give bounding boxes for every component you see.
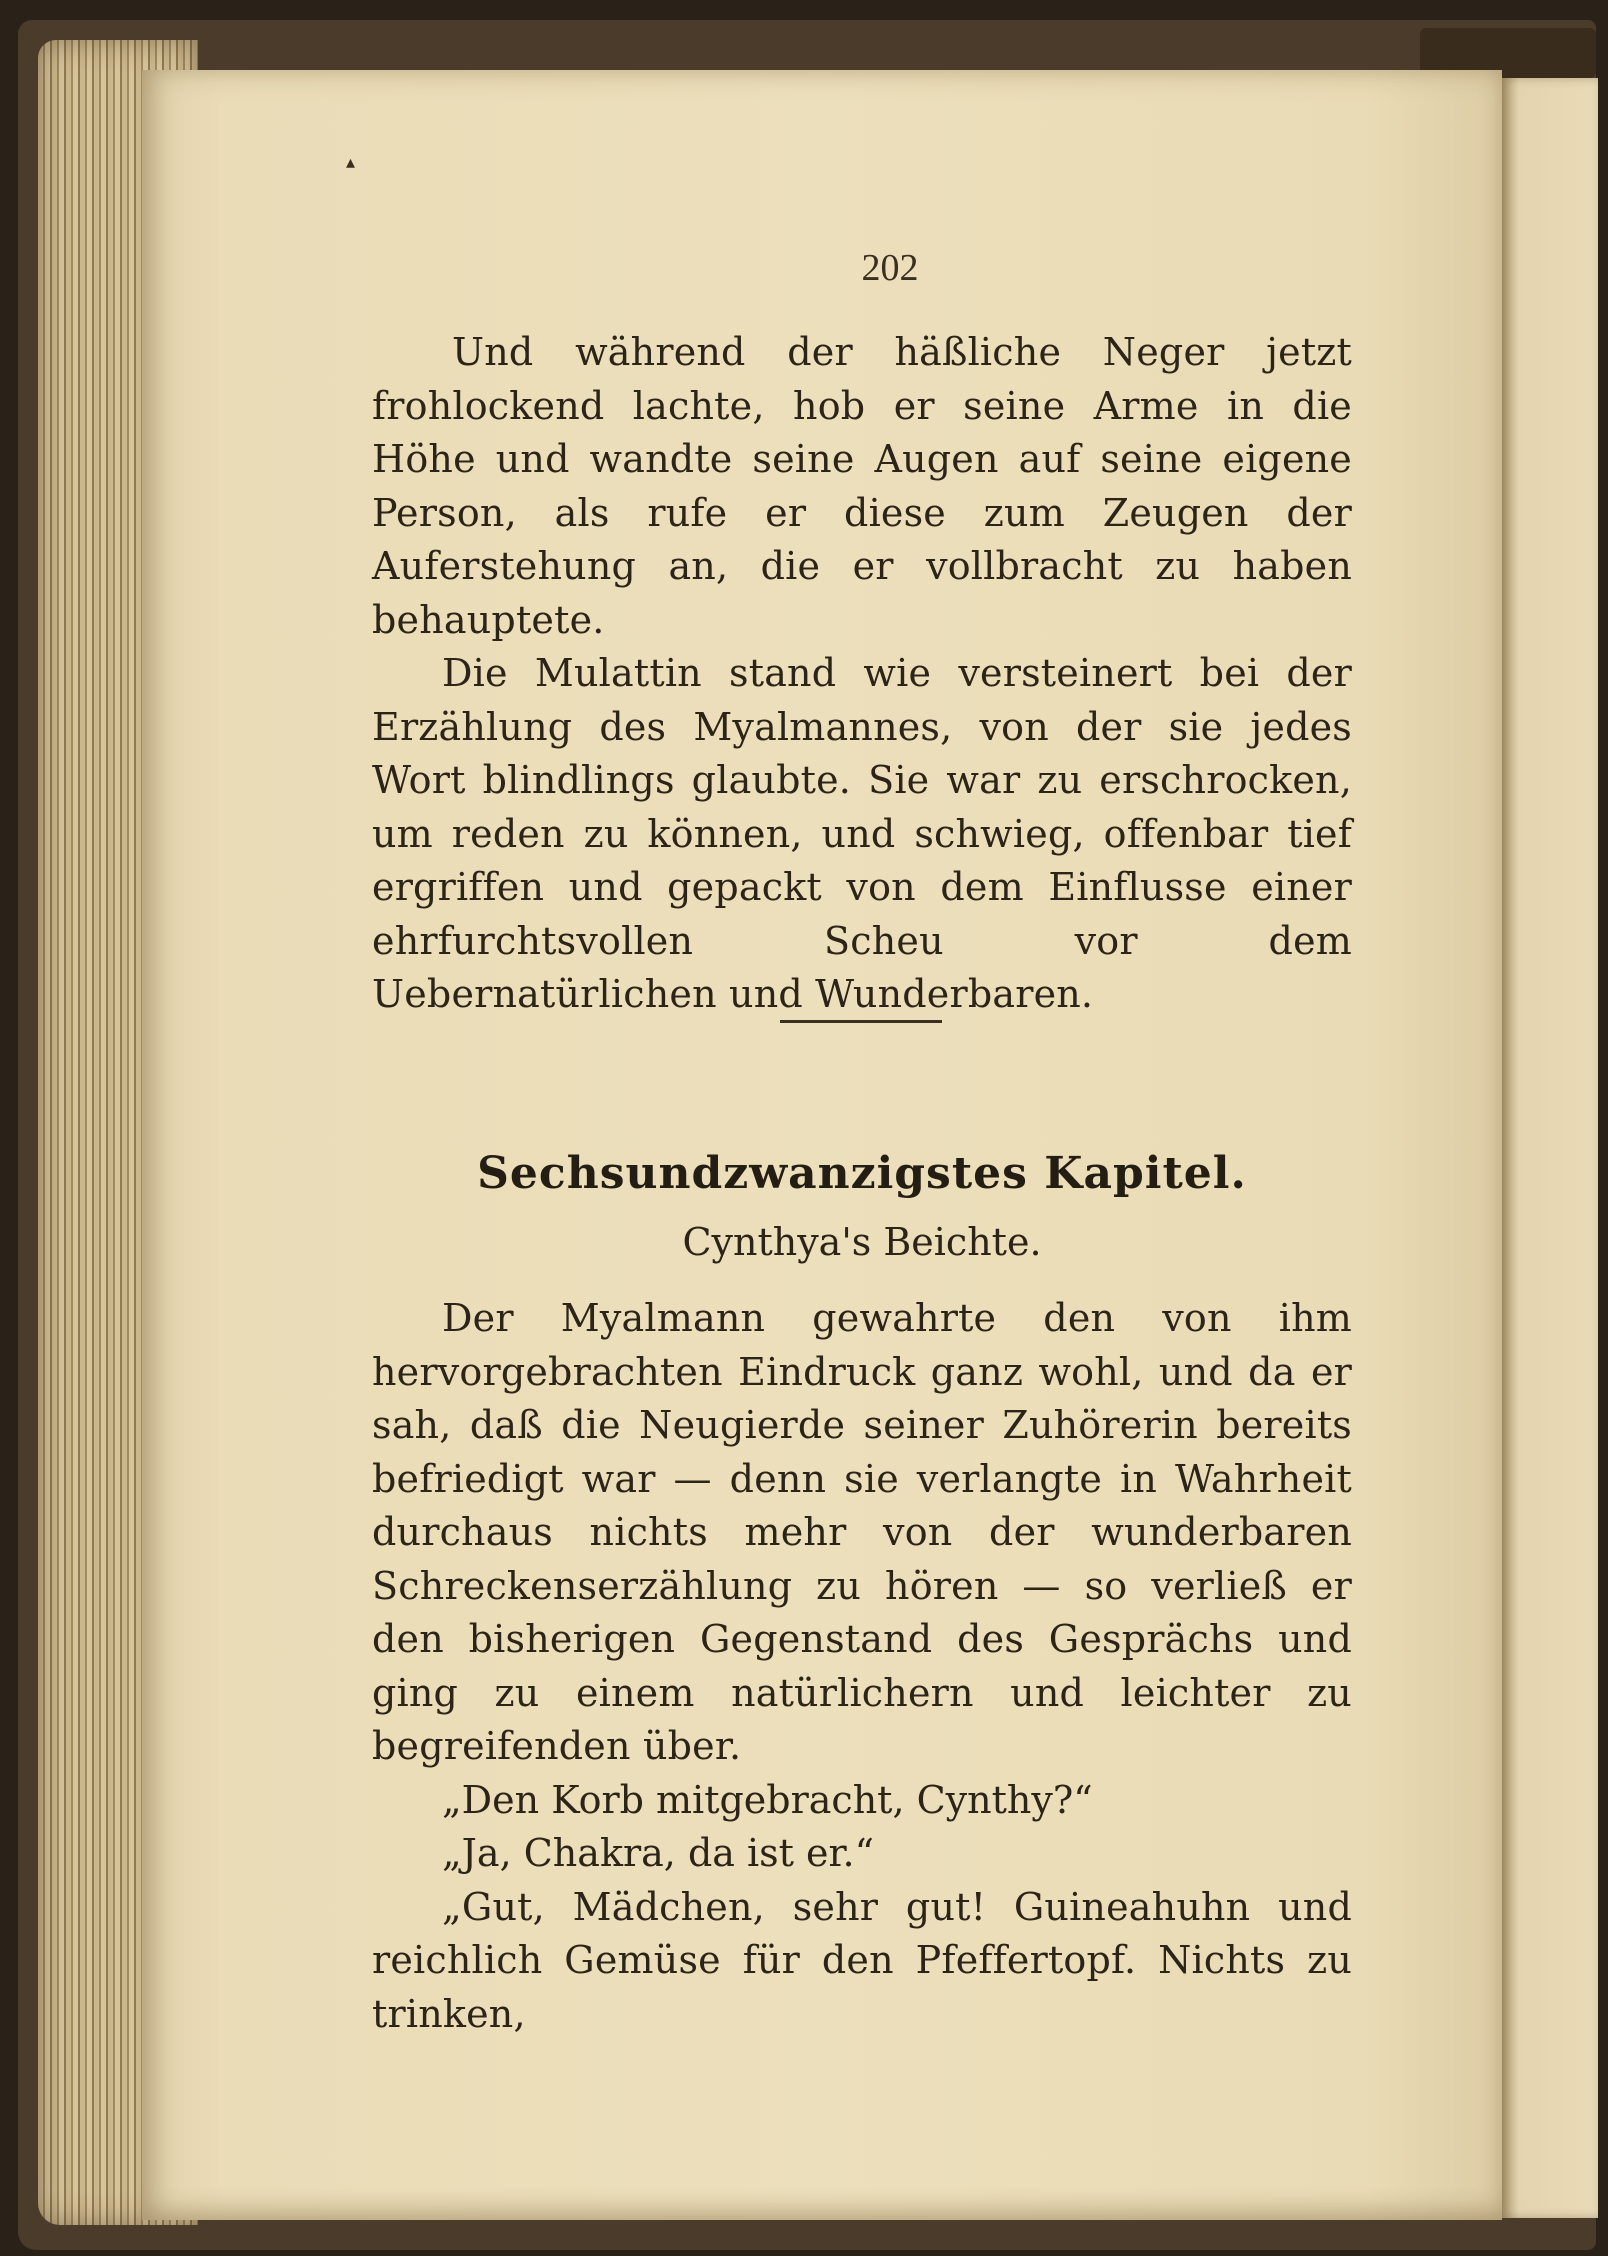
chapter-subtitle: Cynthya's Beichte. [682,1220,1042,1264]
paragraph: Und während der häßliche Neger jetzt frohlockend lachte, hob er seine Arme in die Höhe und wandte seine Augen auf seine eigene Person, als rufe er diese zum Zeugen der Auferstehung an, die er vollbracht zu haben behauptete. [372,330,1352,642]
opening-text [372,326,1352,1022]
chapter-text [372,1292,1352,2041]
dialogue-line: „Ja, Chakra, da ist er.“ [442,1831,874,1875]
dialogue-line: „Gut, Mädchen, sehr gut! Guineahuhn und reichlich Gemüse für den Pfeffertopf. Nichts zu trinken, [372,1884,1352,2036]
paragraph: Die Mulattin stand wie versteinert bei der Erzählung des Myalmannes, von der sie jedes Wort blindlings glaubte. Sie war zu erschrocken, um reden zu können, und schwieg, offenbar tief ergriffen und gepackt von dem Einflusse einer ehrfurchtsvollen Scheu vor dem Uebernatürlichen und Wunderbaren. [372,651,1352,1016]
chapter-title: Sechsundzwanzigstes Kapitel. [477,1148,1247,1199]
page-number: 202 [861,247,919,289]
next-page-sliver [1502,78,1598,2218]
paragraph: Der Myalmann gewahrte den von ihm hervorgebrachten Eindruck ganz wohl, und da er sah, daß die Neugierde seiner Zuhörerin bereits befriedigt war — denn sie verlangte in Wahrheit durchaus nichts mehr von der wunderbaren Schreckenserzählung zu hören — so verließ er den bisherigen Gegenstand des Gesprächs und ging zu einem natürlichern und leichter zu begreifenden über. [372,1296,1352,1768]
ink-speck: ▴ [346,152,356,173]
section-divider [780,1020,942,1023]
dialogue-line: „Den Korb mitgebracht, Cynthy?“ [442,1777,1093,1822]
